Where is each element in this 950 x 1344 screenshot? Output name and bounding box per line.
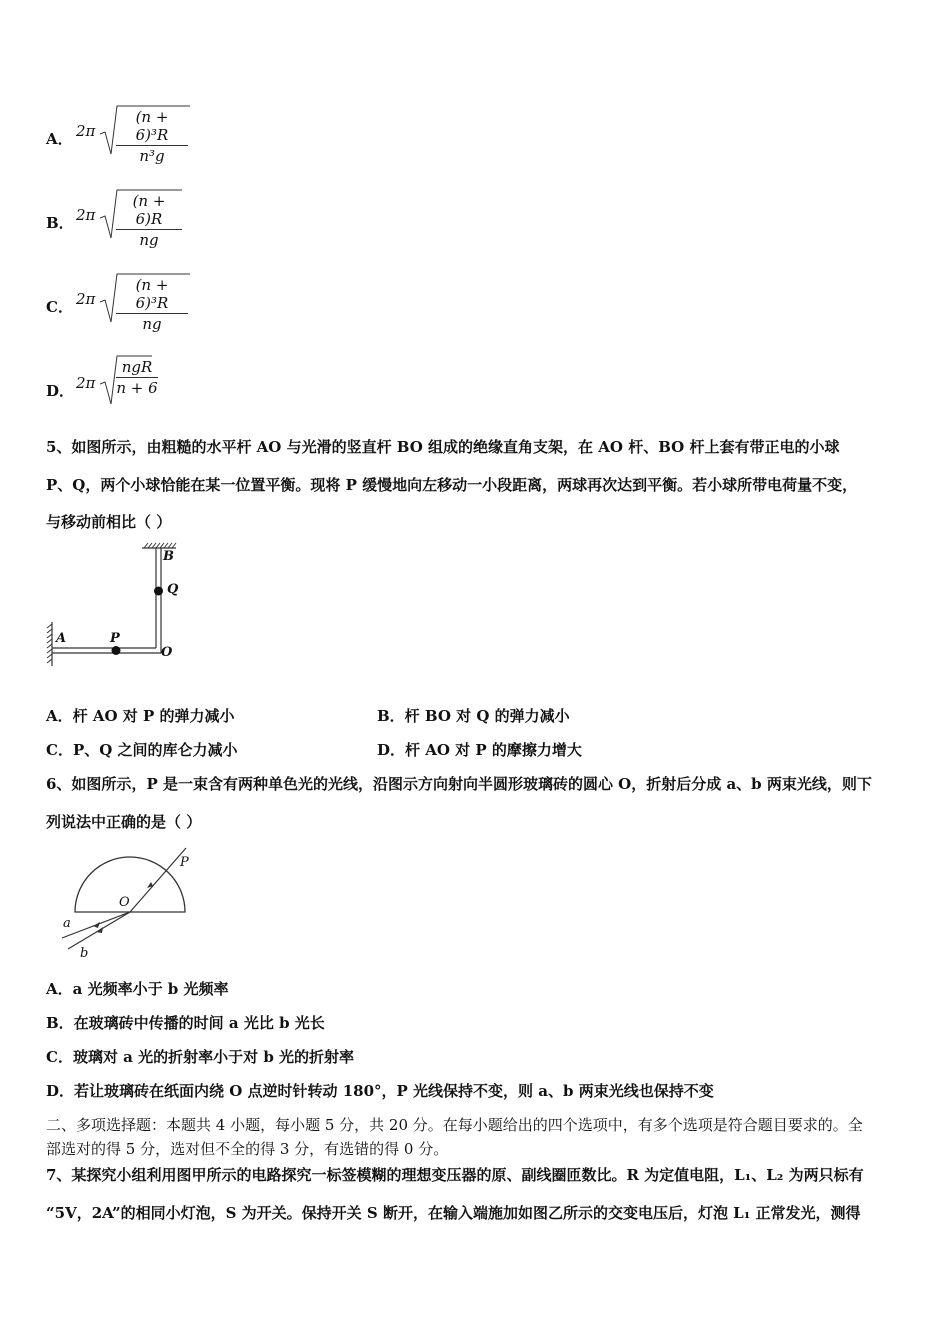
numerator: (n + 6)R (132, 192, 166, 228)
formula-coefficient: 2π (76, 290, 96, 308)
formula-coefficient: 2π (76, 374, 96, 392)
q6-figure-label-b: b (80, 946, 89, 961)
q5-option-a: A．杆 AO 对 P 的弹力减小 (46, 707, 235, 725)
fraction (116, 192, 182, 249)
q6-figure-label-a: a (63, 916, 71, 931)
option-label: C． (46, 298, 73, 316)
q6-option-b: B．在玻璃砖中传播的时间 a 光比 b 光长 (46, 1014, 325, 1032)
q7-stem-line-2: “5V，2A”的相同小灯泡，S 为开关。保持开关 S 断开，在输入端施加如图乙所示的交变电压后，灯泡 L₁ 正常发光，测得 (46, 1204, 861, 1222)
numerator: (n + 6)³R (135, 276, 169, 312)
denominator: ng (139, 231, 159, 249)
q5-stem-line-1: 5、如图所示，由粗糙的水平杆 AO 与光滑的竖直杆 BO 组成的绝缘直角支架，在 AO 杆、BO 杆上套有带正电的小球 (46, 438, 840, 456)
q5-figure-label-o: O (161, 645, 173, 660)
option-label: B． (46, 214, 74, 232)
option-q4-d (46, 352, 246, 412)
q5-figure-label-a: A (56, 631, 67, 646)
option-q4-c (46, 268, 246, 333)
q5-figure-label-q: Q (167, 582, 179, 597)
q7-stem-line-1: 7、某探究小组利用图甲所示的电路探究一标签模糊的理想变压器的原、副线圈匝数比。R 为定值电阻，L₁、L₂ 为两只标有 (46, 1166, 864, 1184)
denominator: ng (142, 315, 162, 333)
numerator: (n + 6)³R (135, 108, 169, 144)
q5-stem-line-2: P、Q，两个小球恰能在某一位置平衡。现将 P 缓慢地向左移动一小段距离，两球再次达到平衡。若小球所带电荷量不变， (46, 476, 858, 494)
section2-heading-line-2: 部选对的得 5 分，选对但不全的得 3 分，有选错的得 0 分。 (46, 1140, 449, 1158)
q5-figure-label-p: P (110, 631, 120, 646)
q6-stem-line-1: 6、如图所示，P 是一束含有两种单色光的光线，沿图示方向射向半圆形玻璃砖的圆心 O，折射后分成 a、b 两束光线，则下 (46, 775, 872, 793)
numerator: ngR (121, 358, 153, 376)
q5-option-c: C．P、Q 之间的库仑力减小 (46, 741, 238, 759)
q6-figure-label-o: O (119, 895, 130, 910)
fraction (116, 358, 158, 397)
section2-heading-line-1: 二、多项选择题：本题共 4 小题，每小题 5 分，共 20 分。在每小题给出的四个选项中，有多个选项是符合题目要求的。全 (46, 1116, 863, 1134)
q5-option-b: B．杆 BO 对 Q 的弹力减小 (377, 707, 570, 725)
q6-option-c: C．玻璃对 a 光的折射率小于对 b 光的折射率 (46, 1048, 355, 1066)
formula-coefficient: 2π (76, 122, 96, 140)
denominator: n³g (139, 147, 165, 165)
q6-option-d: D．若让玻璃砖在纸面内绕 O 点逆时针转动 180°，P 光线保持不变，则 a、b 两束光线也保持不变 (46, 1082, 714, 1100)
formula-coefficient: 2π (76, 206, 96, 224)
q5-stem-line-3: 与移动前相比（ ） (46, 513, 172, 531)
q6-option-a: A．a 光频率小于 b 光频率 (46, 980, 229, 998)
q5-option-d: D．杆 AO 对 P 的摩擦力增大 (377, 741, 582, 759)
denominator: n + 6 (116, 379, 158, 397)
option-q4-a (46, 100, 246, 165)
fraction (116, 108, 188, 165)
fraction (116, 276, 188, 333)
option-q4-b (46, 184, 246, 249)
q6-stem-line-2: 列说法中正确的是（ ） (46, 813, 202, 831)
option-label: D． (46, 382, 75, 400)
q5-figure-label-b: B (163, 549, 174, 564)
q6-figure-label-p: P (180, 855, 189, 870)
option-label: A． (46, 130, 73, 148)
